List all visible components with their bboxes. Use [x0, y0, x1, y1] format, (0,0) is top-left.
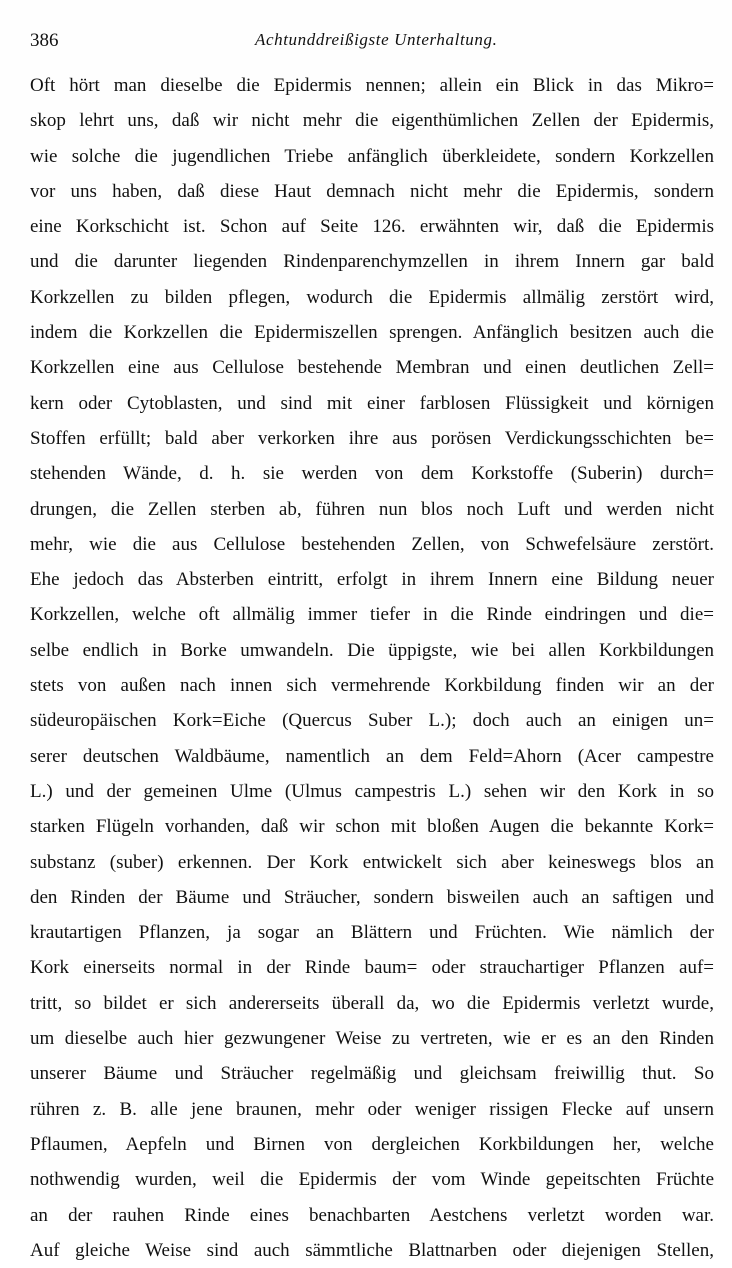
text-line: Oft hört man dieselbe die Epidermis nennen; allein ein Blick in das Mikro=	[30, 75, 714, 96]
text-line: krautartigen Pflanzen, ja sogar an Blättern und Früchten. Wie nämlich der	[30, 922, 714, 944]
text-line: wie solche die jugendlichen Triebe anfänglich überkleidete, sondern Korkzellen	[30, 145, 714, 167]
text-line: Pflaumen, Aepfeln und Birnen von dergleichen Korkbildungen her, welche	[30, 1133, 714, 1155]
page-number: 386	[30, 30, 59, 51]
text-line: nothwendig wurden, weil die Epidermis der vom Winde gepeitschten Früchte	[30, 1169, 714, 1191]
text-line: um dieselbe auch hier gezwungener Weise zu vertreten, wie er es an den Rinden	[30, 1028, 714, 1050]
text-line: und die darunter liegenden Rindenparenchymzellen in ihrem Innern gar bald	[30, 251, 714, 273]
text-line: an der rauhen Rinde eines benachbarten Aestchens verletzt worden war.	[30, 1204, 714, 1226]
text-line: eine Korkschicht ist. Schon auf Seite 126. erwähnten wir, daß die Epidermis	[30, 216, 714, 238]
text-line: vor uns haben, daß diese Haut demnach nicht mehr die Epidermis, sondern	[30, 180, 714, 202]
running-title: Achtunddreißigste Unterhaltung.	[255, 30, 498, 49]
text-line: mehr, wie die aus Cellulose bestehenden Zellen, von Schwefelsäure zerstört.	[30, 533, 714, 555]
text-line: Korkzellen eine aus Cellulose bestehende Membran und einen deutlichen Zell=	[30, 357, 714, 379]
text-line: skop lehrt uns, daß wir nicht mehr die eigenthümlichen Zellen der Epidermis,	[30, 110, 714, 132]
text-line: Korkzellen, welche oft allmälig immer tiefer in die Rinde eindringen und die=	[30, 604, 714, 626]
text-line: stets von außen nach innen sich vermehrende Korkbildung finden wir an der	[30, 675, 714, 697]
text-line: tritt, so bildet er sich andererseits überall da, wo die Epidermis verletzt wurde,	[30, 992, 714, 1014]
text-line: kern oder Cytoblasten, und sind mit einer farblosen Flüssigkeit und körnigen	[30, 392, 714, 414]
text-line: unserer Bäume und Sträucher regelmäßig und gleichsam freiwillig thut. So	[30, 1063, 714, 1085]
text-line: Korkzellen zu bilden pflegen, wodurch die Epidermis allmälig zerstört wird,	[30, 286, 714, 308]
text-line: L.) und der gemeinen Ulme (Ulmus campestris L.) sehen wir den Kork in so	[30, 780, 714, 802]
text-line: Kork einerseits normal in der Rinde baum= oder strauchartiger Pflanzen auf=	[30, 957, 714, 979]
page-header	[30, 28, 706, 58]
text-line: serer deutschen Waldbäume, namentlich an dem Feld=Ahorn (Acer campestre	[30, 745, 714, 767]
text-line: Stoffen erfüllt; bald aber verkorken ihre aus porösen Verdickungsschichten be=	[30, 427, 714, 449]
text-line: indem die Korkzellen die Epidermiszellen sprengen. Anfänglich besitzen auch die	[30, 322, 714, 344]
text-line: Auf gleiche Weise sind auch sämmtliche Blattnarben oder diejenigen Stellen,	[30, 1239, 714, 1261]
text-line: südeuropäischen Kork=Eiche (Quercus Suber L.); doch auch an einigen un=	[30, 710, 714, 732]
text-line: selbe endlich in Borke umwandeln. Die üppigste, wie bei allen Korkbildungen	[30, 639, 714, 661]
body-text	[30, 68, 714, 1268]
text-line: rühren z. B. alle jene braunen, mehr oder weniger rissigen Flecke auf unsern	[30, 1098, 714, 1120]
text-line: Ehe jedoch das Absterben eintritt, erfolgt in ihrem Innern eine Bildung neuer	[30, 569, 714, 591]
text-line: stehenden Wände, d. h. sie werden von dem Korkstoffe (Suberin) durch=	[30, 463, 714, 485]
text-line: den Rinden der Bäume und Sträucher, sondern bisweilen auch an saftigen und	[30, 886, 714, 908]
text-line: drungen, die Zellen sterben ab, führen nun blos noch Luft und werden nicht	[30, 498, 714, 520]
text-line: starken Flügeln vorhanden, daß wir schon mit bloßen Augen die bekannte Kork=	[30, 816, 714, 838]
text-line: substanz (suber) erkennen. Der Kork entwickelt sich aber keineswegs blos an	[30, 851, 714, 873]
